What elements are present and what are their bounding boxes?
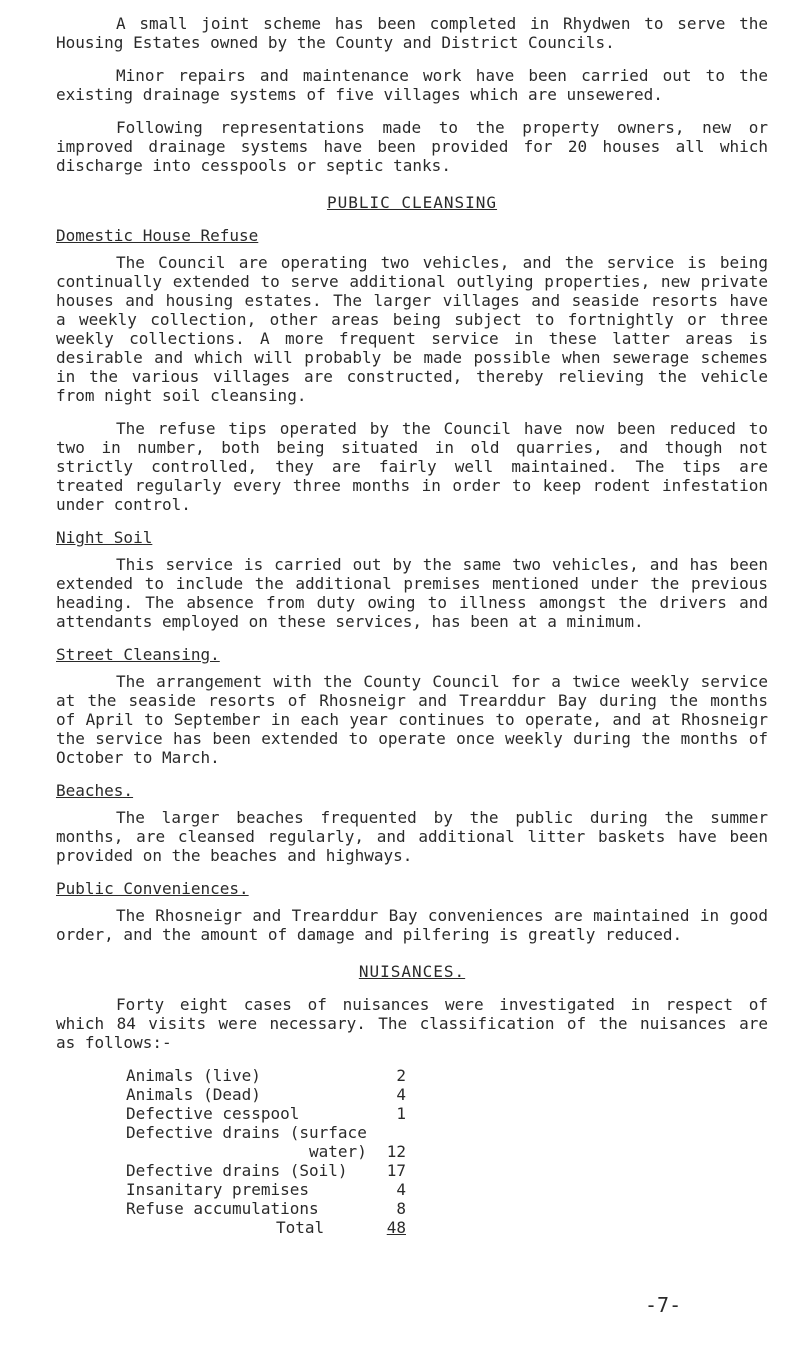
row-count: 17 (386, 1161, 406, 1180)
row-label: Defective cesspool (126, 1104, 300, 1123)
row-label: Defective drains (Soil) (126, 1161, 348, 1180)
total-count: 48 (386, 1218, 406, 1237)
sewerage-paragraph-2: Minor repairs and maintenance work have been carried out to the existing drainage systems of five villages which are unsewered. (56, 66, 768, 104)
total-row (126, 1218, 406, 1237)
beaches-heading: Beaches. (56, 781, 134, 800)
row-label: Animals (live) (126, 1066, 261, 1085)
row-count: 8 (396, 1199, 406, 1218)
row-label: Defective drains (surface (126, 1123, 367, 1142)
page-number: -7- (645, 1293, 682, 1317)
street-cleansing-paragraph: The arrangement with the County Council for a twice weekly service at the seaside resorts of Rhosneigr and Trearddur Bay during the months of April to September in each year continues to operate, and at Rhosneigr the service has been extended to operate once weekly during the months of October to March. (56, 672, 768, 767)
domestic-refuse-heading: Domestic House Refuse (56, 226, 259, 245)
table-row (126, 1123, 406, 1142)
document-page (56, 14, 768, 1237)
table-row (126, 1161, 406, 1180)
public-conveniences-heading: Public Conveniences. (56, 879, 249, 898)
nuisances-paragraph: Forty eight cases of nuisances were investigated in respect of which 84 visits were necessary. The classification of the nuisances are as follows:- (56, 995, 768, 1052)
row-count: 4 (396, 1180, 406, 1199)
table-row (126, 1199, 406, 1218)
table-row (126, 1085, 406, 1104)
sewerage-paragraph-3: Following representations made to the property owners, new or improved drainage systems have been provided for 20 houses all which discharge into cesspools or septic tanks. (56, 118, 768, 175)
total-label: Total (276, 1218, 325, 1237)
row-label: Animals (Dead) (126, 1085, 261, 1104)
domestic-refuse-paragraph-1: The Council are operating two vehicles, and the service is being continually extended to serve additional outlying properties, new private houses and housing estates. The larger villages and seaside resorts have a weekly collection, other areas being subject to fortnightly or three weekly collections. A more frequent service in these latter areas is desirable and which will probably be made possible when sewerage schemes in the various villages are constructed, thereby relieving the vehicle from night soil cleansing. (56, 253, 768, 405)
row-count (376, 1123, 406, 1142)
night-soil-heading: Night Soil (56, 528, 153, 547)
row-count: 12 (386, 1142, 406, 1161)
table-row (126, 1104, 406, 1123)
public-cleansing-title: PUBLIC CLEANSING (326, 193, 498, 212)
row-count: 2 (396, 1066, 406, 1085)
row-label: Refuse accumulations (126, 1199, 319, 1218)
sewerage-paragraph-1: A small joint scheme has been completed in Rhydwen to serve the Housing Estates owned by the County and District Councils. (56, 14, 768, 52)
row-count: 4 (396, 1085, 406, 1104)
night-soil-paragraph: This service is carried out by the same two vehicles, and has been extended to include the additional premises mentioned under the previous heading. The absence from duty owing to illness amongst the drivers and attendants employed on these services, has been at a minimum. (56, 555, 768, 631)
row-count: 1 (396, 1104, 406, 1123)
public-conveniences-paragraph: The Rhosneigr and Trearddur Bay conveniences are maintained in good order, and the amount of damage and pilfering is greatly reduced. (56, 906, 768, 944)
row-label: Insanitary premises (126, 1180, 310, 1199)
row-label: water) (126, 1142, 367, 1161)
table-row (126, 1180, 406, 1199)
nuisances-table (126, 1066, 406, 1237)
street-cleansing-heading: Street Cleansing. (56, 645, 220, 664)
table-row (126, 1142, 406, 1161)
nuisances-title: NUISANCES. (358, 962, 466, 981)
domestic-refuse-paragraph-2: The refuse tips operated by the Council have now been reduced to two in number, both being situated in old quarries, and though not strictly controlled, they are fairly well maintained. The tips are treated regularly every three months in order to keep rodent infestation under control. (56, 419, 768, 514)
table-row (126, 1066, 406, 1085)
beaches-paragraph: The larger beaches frequented by the public during the summer months, are cleansed regularly, and additional litter baskets have been provided on the beaches and highways. (56, 808, 768, 865)
